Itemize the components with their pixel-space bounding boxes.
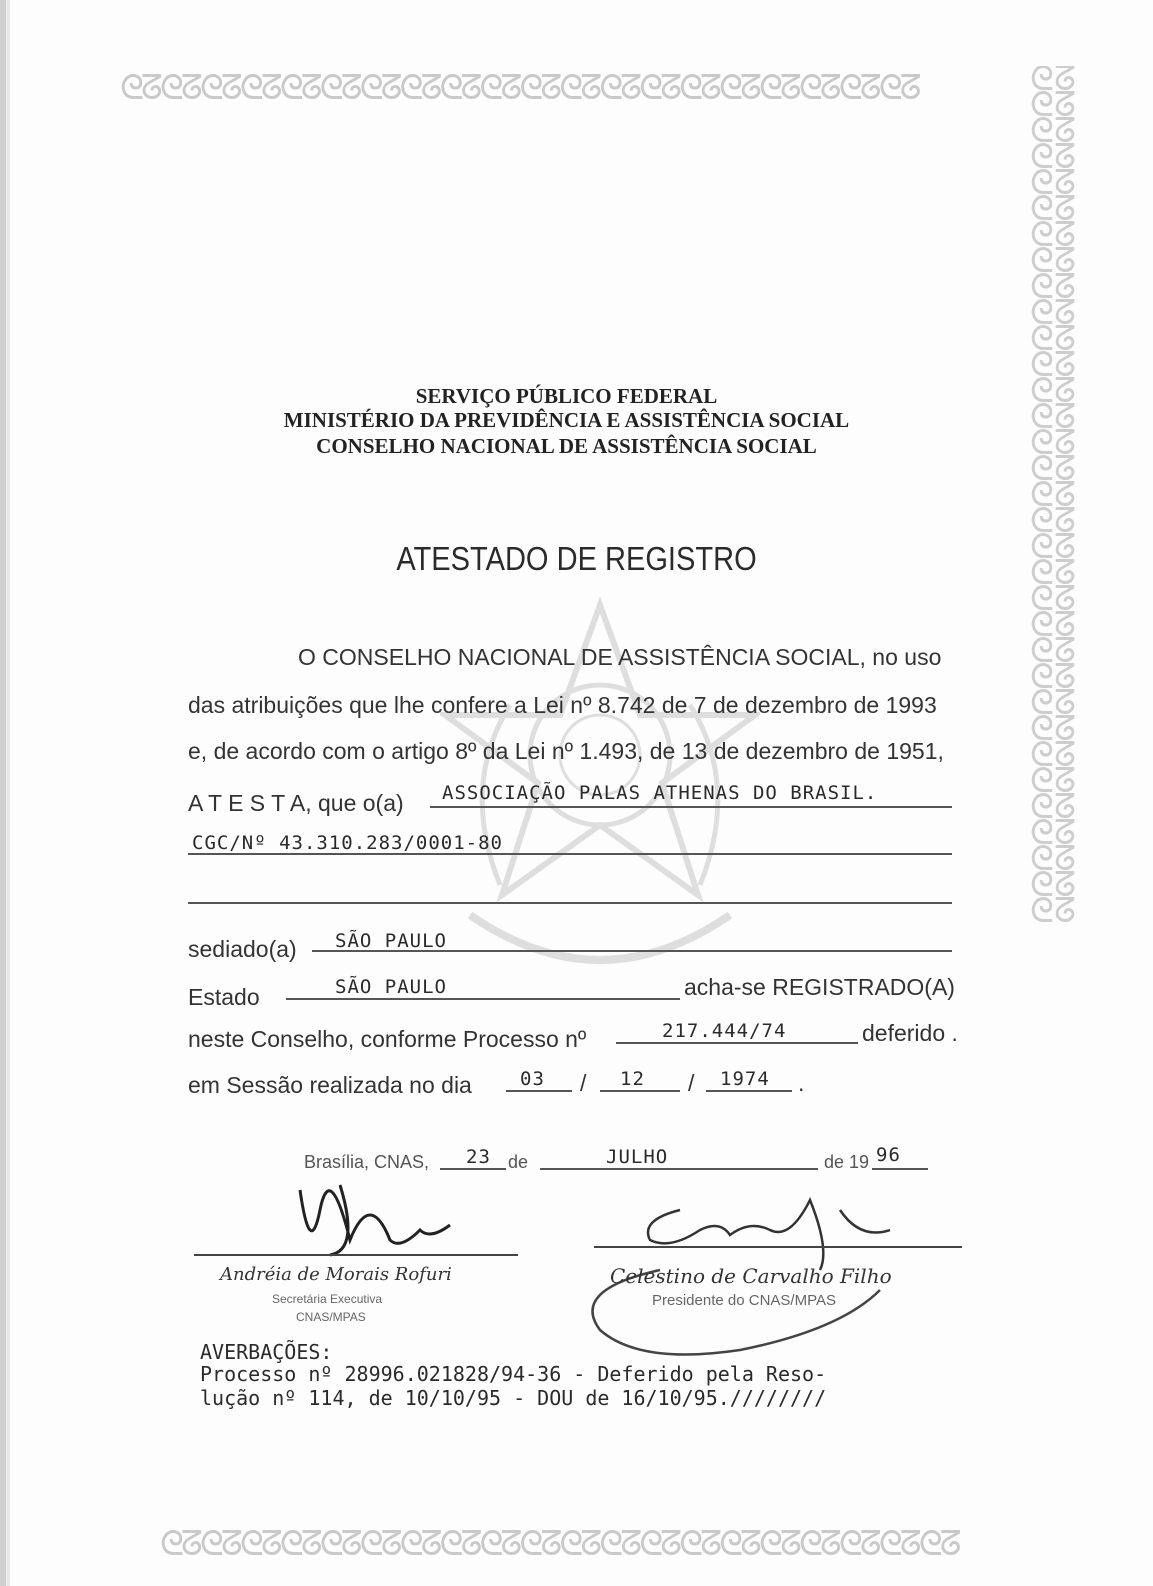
sediado-value: SÃO PAULO <box>335 930 447 952</box>
estado-rule <box>286 998 680 1000</box>
entity-name: ASSOCIAÇÃO PALAS ATHENAS DO BRASIL. <box>442 782 878 804</box>
date-year: 96 <box>876 1144 901 1166</box>
averbacoes-line2: lução nº 114, de 10/10/95 - DOU de 16/10/95.//////// <box>200 1386 827 1410</box>
date-de-1: de <box>508 1152 529 1172</box>
left-signer-org: CNAS/MPAS <box>296 1310 366 1324</box>
right-signature-line <box>594 1246 962 1248</box>
right-signer-name: Celestino de Carvalho Filho <box>610 1264 892 1288</box>
estado-label: Estado <box>188 984 260 1010</box>
sediado-rule <box>312 950 952 952</box>
date-month-rule <box>540 1168 818 1170</box>
sessao-month-rule <box>600 1090 680 1092</box>
body-paragraph-line1: O CONSELHO NACIONAL DE ASSISTÊNCIA SOCIAL, no uso <box>298 644 942 670</box>
averbacoes-label: AVERBAÇÕES: <box>200 1340 333 1364</box>
registrado-label: acha-se REGISTRADO(A) <box>684 974 955 1000</box>
body-paragraph-line3: e, de acordo com o artigo 8º da Lei nº 1.493, de 13 de dezembro de 1951, <box>188 738 944 764</box>
sessao-year: 1974 <box>720 1068 770 1090</box>
document-title: ATESTADO DE REGISTRO <box>396 540 757 577</box>
ornamental-border-top: ᘓᘔᘓᘔᘓᘔᘓᘔᘓᘔᘓᘔᘓᘔᘓᘔᘓᘔᘓᘔᘓᘔᘓᘔᘓᘔᘓᘔᘓᘔᘓᘔᘓᘔᘓᘔᘓᘔᘓᘔ <box>120 68 919 108</box>
date-place: Brasília, CNAS, <box>304 1152 430 1172</box>
sediado-label: sediado(a) <box>188 936 297 962</box>
processo-value: 217.444/74 <box>662 1020 787 1042</box>
estado-value: SÃO PAULO <box>335 976 447 998</box>
date-slash-2: / <box>688 1070 695 1096</box>
blank-rule <box>188 902 952 904</box>
date-de-2: de 19 <box>824 1152 870 1172</box>
entity-rule <box>430 806 952 808</box>
sessao-period: . <box>798 1070 805 1096</box>
deferido-label: deferido . <box>862 1020 958 1046</box>
cgc-rule <box>188 853 952 855</box>
date-day: 23 <box>466 1146 491 1168</box>
averbacoes-line1: Processo nº 28996.021828/94-36 - Deferido pela Reso- <box>200 1362 827 1386</box>
left-signature-line <box>194 1254 518 1256</box>
header-service: SERVIÇO PÚBLICO FEDERAL <box>415 384 718 408</box>
processo-rule <box>616 1042 858 1044</box>
sessao-year-rule <box>706 1090 792 1092</box>
header-council: CONSELHO NACIONAL DE ASSISTÊNCIA SOCIAL <box>316 434 817 458</box>
left-signer-name: Andréia de Morais Rofuri <box>220 1264 452 1285</box>
ornamental-border-right: ᘓᘔᘓᘔᘓᘔᘓᘔᘓᘔᘓᘔᘓᘔᘓᘔᘓᘔᘓᘔᘓᘔᘓᘔᘓᘔᘓᘔᘓᘔᘓᘔᘓᘔᘓᘔᘓᘔᘓᘔᘓᘔᘓᘔᘓᘔᘓᘔᘓᘔᘓᘔᘓᘔᘓᘔᘓᘔᘓᘔᘓᘔᘓᘔᘓᘔ <box>1030 66 1076 931</box>
date-year-rule <box>872 1168 928 1170</box>
body-paragraph-line2: das atribuições que lhe confere a Lei nº 8.742 de 7 de dezembro de 1993 <box>188 692 937 718</box>
ornamental-border-bottom: ᘓᘔᘓᘔᘓᘔᘓᘔᘓᘔᘓᘔᘓᘔᘓᘔᘓᘔᘓᘔᘓᘔᘓᘔᘓᘔᘓᘔᘓᘔᘓᘔᘓᘔᘓᘔᘓᘔᘓᘔ <box>160 1524 959 1564</box>
cgc-number: CGC/Nº 43.310.283/0001-80 <box>192 832 503 854</box>
scan-edge-shadow <box>6 0 10 1586</box>
atesta-label: A T E S T A, que o(a) <box>188 790 404 816</box>
left-signer-role: Secretária Executiva <box>272 1292 383 1306</box>
processo-label: neste Conselho, conforme Processo nº <box>188 1026 587 1052</box>
date-month: JULHO <box>606 1146 669 1168</box>
sessao-label: em Sessão realizada no dia <box>188 1072 472 1098</box>
sessao-day-rule <box>506 1090 572 1092</box>
sessao-month: 12 <box>620 1068 645 1090</box>
sessao-day: 03 <box>520 1068 545 1090</box>
right-signer-role: Presidente do CNAS/MPAS <box>652 1292 836 1309</box>
header-ministry: MINISTÉRIO DA PREVIDÊNCIA E ASSISTÊNCIA SOCIAL <box>283 408 850 432</box>
date-slash-1: / <box>580 1070 587 1096</box>
